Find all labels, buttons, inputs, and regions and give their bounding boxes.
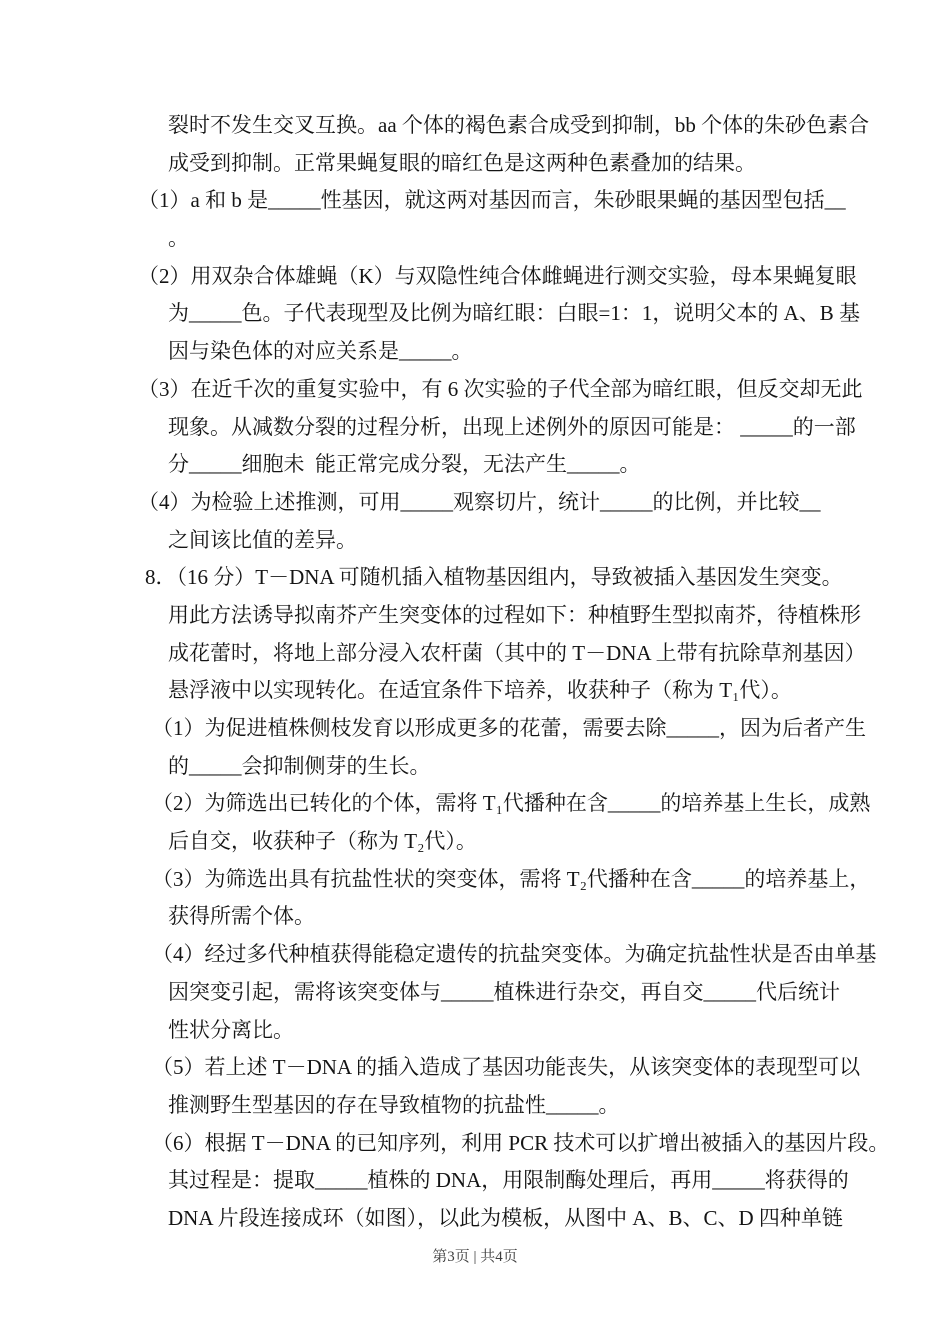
text-line: （2）用双杂合体雄蝇（K）与双隐性纯合体雌蝇进行测交实验，母本果蝇复眼 — [138, 263, 857, 288]
text-line: 成花蕾时，将地上部分浸入农杆菌（其中的 T－DNA 上带有抗除草剂基因） — [168, 640, 866, 665]
text-line: 推测野生型基因的存在导致植物的抗盐性_____。 — [168, 1092, 620, 1117]
text-line: 分_____细胞未 能正常完成分裂，无法产生_____。 — [168, 452, 641, 477]
text-line: （4）为检验上述推测，可用_____观察切片，统计_____的比例，并比较__ — [138, 489, 821, 514]
text-line: （3）在近千次的重复实验中，有 6 次实验的子代全部为暗红眼，但反交却无此 — [138, 376, 863, 401]
text-line: （4）经过多代种植获得能稳定遗传的抗盐突变体。为确定抗盐性状是否由单基 — [152, 942, 877, 967]
text-line: （6）根据 T－DNA 的已知序列，利用 PCR 技术可以扩增出被插入的基因片段。 — [152, 1130, 890, 1155]
text-line: 的_____会抑制侧芽的生长。 — [168, 753, 431, 778]
question-number-line: 8．（16 分）T－DNA 可随机插入植物基因组内，导致被插入基因发生突变。 — [145, 565, 843, 590]
text-line: （5）若上述 T－DNA 的插入造成了基因功能丧失，从该突变体的表现型可以 — [152, 1055, 861, 1080]
text-line: 成受到抑制。正常果蝇复眼的暗红色是这两种色素叠加的结果。 — [168, 150, 756, 175]
text-line: 其过程是：提取_____植株的 DNA，用限制酶处理后，再用_____将获得的 — [168, 1168, 849, 1193]
text-line: 因与染色体的对应关系是_____。 — [168, 339, 473, 364]
text-line: DNA 片段连接成环（如图），以此为模板，从图中 A、B、C、D 四种单链 — [168, 1205, 843, 1230]
text-line: 。 — [168, 226, 189, 251]
text-line: 裂时不发生交叉互换。aa 个体的褐色素合成受到抑制，bb 个体的朱砂色素合 — [168, 113, 870, 137]
text-line: 之间该比值的差异。 — [168, 527, 357, 552]
text-line: 用此方法诱导拟南芥产生突变体的过程如下：种植野生型拟南芥，待植株形 — [168, 602, 861, 627]
text-line: 为_____色。子代表现型及比例为暗红眼：白眼=1：1，说明父本的 A、B 基 — [168, 301, 861, 326]
text-line: （3）为筛选出具有抗盐性状的突变体，需将 T₂代播种在含_____的培养基上， — [152, 866, 871, 891]
text-line: （2）为筛选出已转化的个体，需将 T₁代播种在含_____的培养基上生长，成熟 — [152, 791, 871, 816]
page-number: 第3页 | 共4页 — [432, 1248, 518, 1265]
text-line: 现象。从减数分裂的过程分析，出现上述例外的原因可能是： _____的一部 — [168, 414, 856, 439]
text-line: （1）为促进植株侧枝发育以形成更多的花蕾，需要去除_____，因为后者产生 — [152, 716, 866, 740]
text-line: 性状分离比。 — [168, 1017, 294, 1042]
text-line: 获得所需个体。 — [168, 904, 315, 929]
text-line: 悬浮液中以实现转化。在适宜条件下培养，收获种子（称为 T₁代）。 — [168, 678, 792, 703]
text-line: 因突变引起，需将该突变体与_____植株进行杂交，再自交_____代后统计 — [168, 979, 840, 1004]
text-line: （1）a 和 b 是_____性基因，就这两对基因而言，朱砂眼果蝇的基因型包括__ — [138, 188, 846, 213]
text-line: 后自交，收获种子（称为 T₂代）。 — [168, 829, 477, 854]
